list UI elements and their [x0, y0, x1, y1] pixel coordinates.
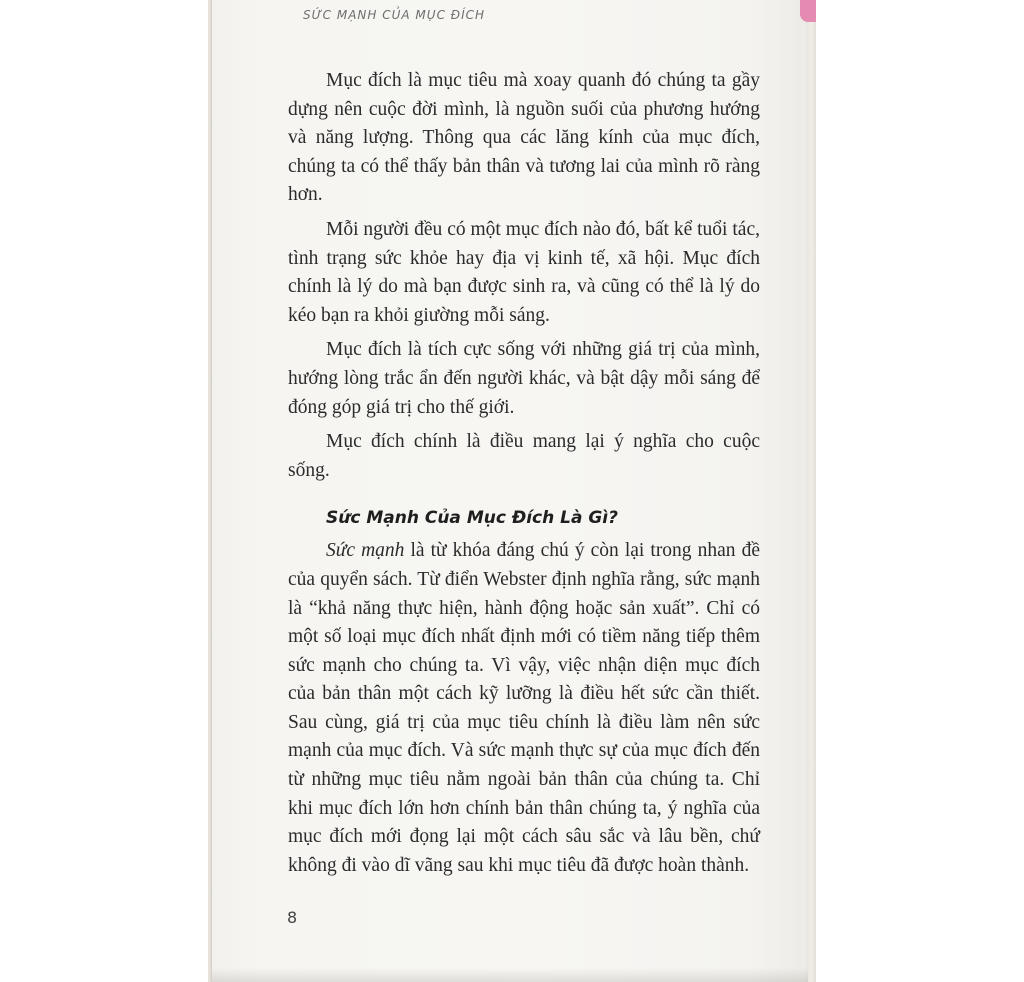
page-body — [288, 67, 760, 886]
section-paragraph-text: là từ khóa đáng chú ý còn lại trong nhan đề của quyển sách. Từ điển Webster định nghĩa rằng, sức mạnh là “khả năng thực hiện, hành động hoặc sản xuất”. Chỉ có một số loại mục đích nhất định mới có tiềm năng tiếp thêm sức mạnh cho chúng ta. Vì vậy, việc nhận diện mục đích của bản thân một cách kỹ lưỡng là điều hết sức cần thiết. Sau cùng, giá trị của mục tiêu chính là điều làm nên sức mạnh của mục đích. Và sức mạnh thực sự của mục đích đến từ những mục tiêu nằm ngoài bản thân của chúng ta. Chỉ khi mục đích lớn hơn chính bản thân chúng ta, ý nghĩa của mục đích mới đọng lại một cách sâu sắc và lâu bền, chứ không đi vào dĩ vãng sau khi mục tiêu đã được hoàn thành. — [288, 540, 760, 876]
page-bottom-shadow — [212, 968, 808, 982]
paragraph-2: Mỗi người đều có một mục đích nào đó, bất kể tuổi tác, tình trạng sức khỏe hay địa vị kinh tế, xã hội. Mục đích chính là lý do mà bạn được sinh ra, và cũng có thể là lý do kéo bạn ra khỏi giường mỗi sáng. — [288, 218, 760, 326]
cover-corner — [800, 0, 816, 22]
paragraph-3: Mục đích là tích cực sống với những giá trị của mình, hướng lòng trắc ẩn đến người khác, và bật dậy mỗi sáng để đóng góp giá trị cho thế giới. — [288, 339, 760, 418]
page-number: 8 — [287, 908, 298, 927]
running-header: SỨC MẠNH CỦA MỤC ĐÍCH — [303, 8, 486, 22]
paragraph-4: Mục đích chính là điều mang lại ý nghĩa cho cuộc sống. — [288, 431, 760, 481]
page-edge-right — [806, 0, 816, 982]
section-heading: Sức Mạnh Của Mục Đích Là Gì? — [326, 508, 618, 529]
section-paragraph — [288, 537, 760, 880]
paragraph-1: Mục đích là mục tiêu mà xoay quanh đó chúng ta gầy dựng nên cuộc đời mình, là nguồn suối của phương hướng và năng lượng. Thông qua các lăng kính của mục đích, chúng ta có thể thấy bản thân và tương lai của mình rõ ràng hơn. — [288, 70, 760, 206]
section-lead-italic: Sức mạnh — [326, 540, 405, 562]
